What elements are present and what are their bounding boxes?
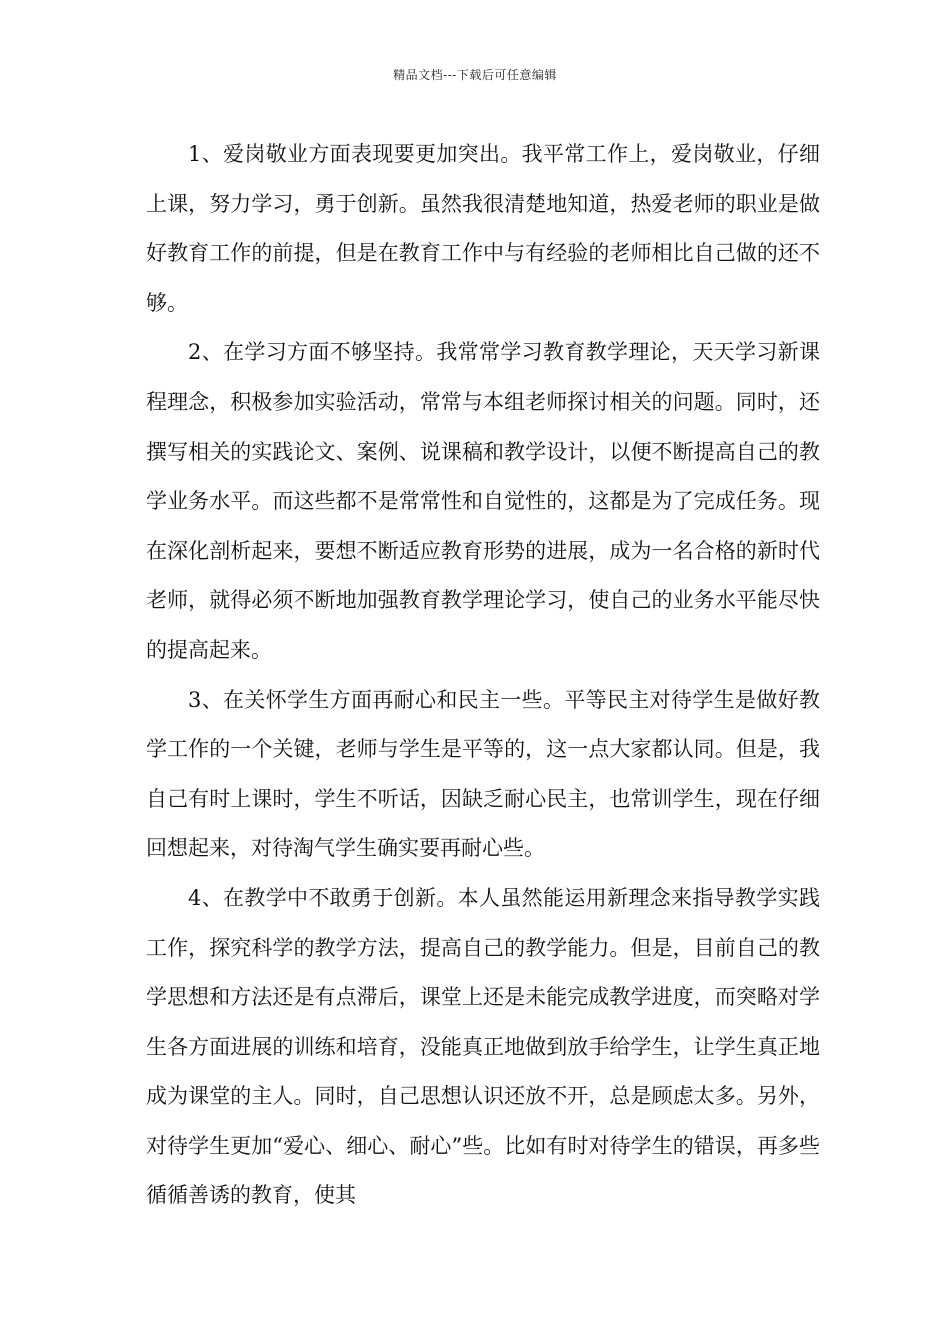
paragraph-4: 4、在教学中不敢勇于创新。本人虽然能运用新理念来指导教学实践工作，探究科学的教学方法，提高自己的教学能力。但是，目前自己的教学思想和方法还是有点滞后，课堂上还是未能完成教学进度，而突略对学生各方面进展的训练和培育，没能真正地做到放手给学生，让学生真正地成为课堂的主人。同时，自己思想认识还放不开，总是顾虑太多。另外，对待学生更加“爱心、细心、耐心”些。比如有时对待学生的错误，再多些循循善诱的教育，使其 bbox=[146, 885, 820, 1208]
page-header: 精品文档---下载后可任意编辑 bbox=[393, 68, 557, 82]
document-body bbox=[146, 130, 820, 1221]
paragraph-3: 3、在关怀学生方面再耐心和民主一些。平等民主对待学生是做好教学工作的一个关键，老师与学生是平等的，这一点大家都认同。但是，我自己有时上课时，学生不听话，因缺乏耐心民主，也常训学生，现在仔细回想起来，对待淘气学生确实要再耐心些。 bbox=[146, 687, 820, 861]
paragraph-1: 1、爱岗敬业方面表现要更加突出。我平常工作上，爱岗敬业，仔细上课，努力学习，勇于创新。虽然我很清楚地知道，热爱老师的职业是做好教育工作的前提，但是在教育工作中与有经验的老师相比自己做的还不够。 bbox=[146, 142, 820, 315]
paragraph-2: 2、在学习方面不够坚持。我常常学习教育教学理论，天天学习新课程理念，积极参加实验活动，常常与本组老师探讨相关的问题。同时，还撰写相关的实践论文、案例、说课稿和教学设计，以便不断提高自己的教学业务水平。而这些都不是常常性和自觉性的，这都是为了完成任务。现在深化剖析起来，要想不断适应教育形势的进展，成为一名合格的新时代老师，就得必须不断地加强教育教学理论学习，使自己的业务水平能尽快的提高起来。 bbox=[146, 340, 820, 662]
